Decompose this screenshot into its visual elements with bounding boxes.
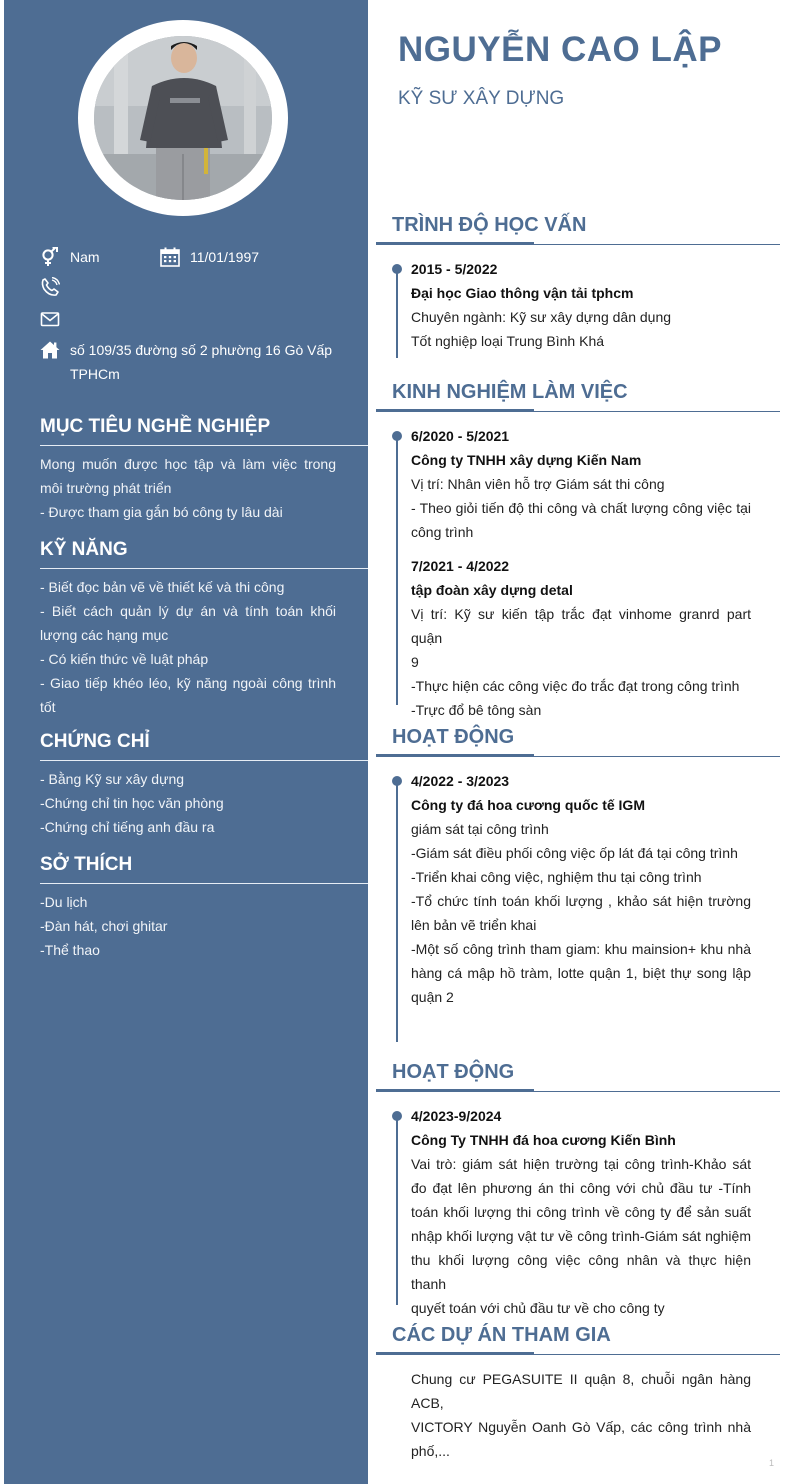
experience-period: 6/2020 - 5/2021 — [411, 428, 510, 444]
activities-title: HOẠT ĐỘNG — [392, 1061, 515, 1083]
education-timeline — [396, 268, 398, 358]
activities-divider-accent — [376, 754, 534, 757]
experience-line: - Theo giỏi tiến độ thi công và chất lượng công việc tại — [411, 500, 751, 516]
experience-timeline — [396, 435, 398, 705]
activities-timeline — [396, 780, 398, 1042]
activities-title: HOẠT ĐỘNG — [392, 726, 515, 748]
skills-line: - Giao tiếp khéo léo, kỹ năng ngoài công trình — [40, 675, 336, 691]
experience-title: KINH NGHIỆM LÀM VIỆC — [392, 381, 628, 403]
activities-entry — [411, 1104, 751, 1320]
skills-divider — [40, 568, 368, 569]
certificates-title: CHỨNG CHỈ — [40, 731, 150, 752]
objective-line: Mong muốn được học tập và làm việc trong — [40, 456, 336, 472]
activity-line: Vai trò: giám sát hiện trường tại công trình-Khảo sát — [411, 1156, 751, 1172]
skills-line: tốt — [40, 699, 56, 715]
experience-line: -Thực hiện các công việc đo trắc đạt trong công trình — [411, 678, 740, 694]
skills-line: - Có kiến thức về luật pháp — [40, 651, 209, 667]
activity-line: giám sát tại công trình — [411, 821, 549, 837]
objective-line: môi trường phát triển — [40, 480, 172, 496]
gender-icon — [40, 247, 60, 267]
experience-company: Công ty TNHH xây dựng Kiến Nam — [411, 452, 642, 468]
birthdate-text: 11/01/1997 — [190, 249, 260, 265]
objective-line: - Được tham gia gắn bó công ty lâu dài — [40, 504, 283, 520]
hobby-line: -Đàn hát, chơi ghitar — [40, 918, 168, 934]
skills-section — [40, 535, 368, 715]
project-line: VICTORY Nguyễn Oanh Gò Vấp, các công trình nhà — [411, 1419, 751, 1435]
email-row — [40, 307, 340, 331]
experience-entry — [411, 554, 751, 722]
skills-line: - Biết cách quản lý dự án và tính toán khối — [40, 603, 336, 619]
education-divider-accent — [376, 242, 534, 245]
gender-row — [40, 245, 170, 269]
objective-divider — [40, 445, 368, 446]
activity-line: nhập khối lượng vật tư về công trình-Giám sát nghiệm — [411, 1228, 751, 1244]
experience-line: Vị trí: Kỹ sư kiến tập trắc đạt vinhome granrd part quận — [411, 606, 751, 646]
activities-timeline-dot — [392, 776, 402, 786]
education-line: Tốt nghiệp loại Trung Bình Khá — [411, 333, 605, 349]
candidate-role: KỸ SƯ XÂY DỰNG — [398, 88, 565, 109]
hobbies-section — [40, 850, 368, 958]
profile-photo — [94, 36, 272, 200]
education-school: Đại học Giao thông vận tải tphcm — [411, 285, 634, 301]
activity-company: Công ty đá hoa cương quốc tế IGM — [411, 797, 645, 813]
certificates-section — [40, 727, 368, 835]
activity-period: 4/2023-9/2024 — [411, 1108, 502, 1124]
avatar-frame — [78, 20, 288, 216]
address-row — [40, 338, 360, 386]
skills-line: lượng các hạng mục — [40, 627, 169, 643]
experience-company: tập đoàn xây dựng detal — [411, 582, 573, 598]
certificate-line: - Bằng Kỹ sư xây dựng — [40, 771, 185, 787]
education-line: Chuyên ngành: Kỹ sư xây dựng dân dụng — [411, 309, 672, 325]
activity-line: -Một số công trình tham giam: khu mainsion+ khu nhà — [411, 941, 751, 957]
activities-timeline-dot — [392, 1111, 402, 1121]
experience-entry — [411, 424, 751, 544]
gender-text: Nam — [70, 249, 100, 265]
experience-line: công trình — [411, 524, 474, 540]
experience-line: 9 — [411, 654, 419, 670]
sidebar — [4, 0, 368, 1484]
activity-line: -Giám sát điều phối công việc ốp lát đá tại công trình — [411, 845, 738, 861]
certificates-body — [40, 767, 336, 839]
education-entry — [411, 257, 751, 353]
phone-icon — [40, 277, 60, 297]
experience-divider-accent — [376, 409, 534, 412]
certificate-line: -Chứng chỉ tin học văn phòng — [40, 795, 224, 811]
projects-title: CÁC DỰ ÁN THAM GIA — [392, 1324, 611, 1346]
certificate-line: -Chứng chỉ tiếng anh đầu ra — [40, 819, 215, 835]
activities-entry — [411, 769, 751, 1009]
activity-company: Công Ty TNHH đá hoa cương Kiến Bình — [411, 1132, 676, 1148]
candidate-name: NGUYỄN CAO LẬP — [398, 30, 722, 69]
activities-timeline — [396, 1115, 398, 1305]
objective-section — [40, 412, 368, 520]
birthdate-row — [160, 245, 300, 269]
hobby-line: -Du lịch — [40, 894, 88, 910]
activities-divider-accent — [376, 1089, 534, 1092]
education-title: TRÌNH ĐỘ HỌC VẤN — [392, 214, 587, 236]
activity-line: đo đạt lên phương án thi công với chủ đầu tư -Tính — [411, 1180, 751, 1196]
activity-line: hàng cá mập hồ tràm, lotte quận 1, biệt thự song lập — [411, 965, 751, 981]
avatar — [94, 36, 272, 200]
objective-title: MỤC TIÊU NGHỀ NGHIỆP — [40, 416, 271, 437]
experience-line: -Trực đổ bê tông sàn — [411, 702, 542, 718]
project-line: phố,... — [411, 1443, 450, 1459]
experience-line: Vị trí: Nhân viên hỗ trợ Giám sát thi công — [411, 476, 665, 492]
activity-line: lên bản vẽ triển khai — [411, 917, 537, 933]
activity-line: quyết toán với chủ đầu tư về cho công ty — [411, 1300, 665, 1316]
projects-divider-accent — [376, 1352, 534, 1355]
mail-icon — [40, 309, 60, 329]
activity-line: -Tổ chức tính toán khối lượng , khảo sát hiện trường — [411, 893, 751, 909]
activity-line: quận 2 — [411, 989, 454, 1005]
hobby-line: -Thể thao — [40, 942, 100, 958]
experience-period: 7/2021 - 4/2022 — [411, 558, 510, 574]
hobbies-title: SỞ THÍCH — [40, 854, 133, 875]
activity-line: toán khối lượng thi công trình về công ty để sản suất — [411, 1204, 751, 1220]
address-line-2: TPHCm — [70, 366, 120, 382]
education-timeline-dot — [392, 264, 402, 274]
hobbies-divider — [40, 883, 368, 884]
address-line-1: số 109/35 đường số 2 phường 16 Gò Vấp — [70, 342, 333, 358]
education-period: 2015 - 5/2022 — [411, 261, 498, 277]
activity-line: thu khối lượng công việc công nhân và thực hiện thanh — [411, 1252, 751, 1292]
activity-line: -Triển khai công việc, nghiệm thu tại công trình — [411, 869, 702, 885]
hobbies-body — [40, 890, 336, 962]
experience-timeline-dot — [392, 431, 402, 441]
skills-body — [40, 575, 336, 719]
project-line: Chung cư PEGASUITE II quận 8, chuỗi ngân hàng ACB, — [411, 1371, 751, 1411]
page-mark: 1 — [769, 1458, 775, 1468]
calendar-icon — [160, 247, 180, 267]
certificates-divider — [40, 760, 368, 761]
phone-row — [40, 275, 340, 299]
objective-body — [40, 452, 336, 524]
projects-entry — [411, 1367, 751, 1463]
skills-line: - Biết đọc bản vẽ về thiết kế và thi công — [40, 579, 285, 595]
skills-title: KỸ NĂNG — [40, 539, 128, 560]
activity-period: 4/2022 - 3/2023 — [411, 773, 510, 789]
home-icon — [40, 340, 60, 360]
